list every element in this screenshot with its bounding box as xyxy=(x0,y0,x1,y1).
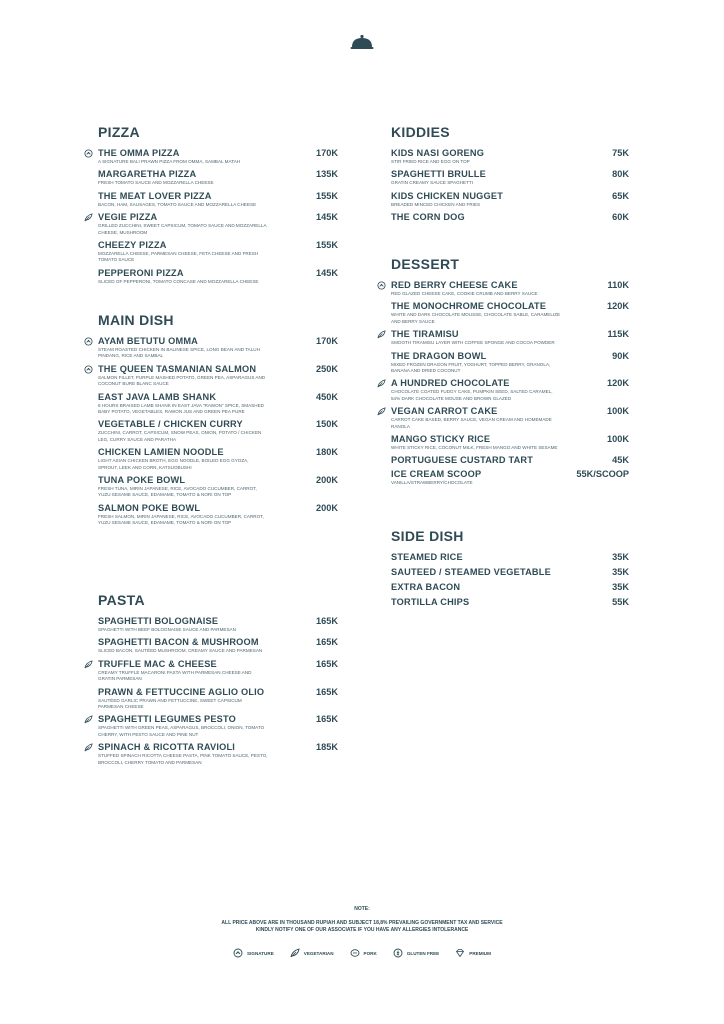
menu-item xyxy=(98,659,338,683)
menu-item-name: VEGIE PIZZA xyxy=(98,212,158,223)
menu-item-price: 120K xyxy=(607,378,629,389)
legend-label: GLUTEN FREE xyxy=(406,950,440,956)
menu-item-description: SMOOTH TIRAMISU LAYER WITH COFFEE SPONGE AND COCOA POWDER xyxy=(391,340,555,346)
vegetarian-icon xyxy=(84,213,93,222)
menu-item xyxy=(98,191,338,208)
menu-item-name: MANGO STICKY RICE xyxy=(391,434,491,445)
menu-item xyxy=(98,714,338,738)
menu-item-row xyxy=(98,191,338,201)
menu-item-name: SPINACH & RICOTTA RAVIOLI xyxy=(98,742,236,753)
menu-item-price: 155K xyxy=(316,240,338,251)
menu-item-row xyxy=(98,268,338,278)
section-kiddies xyxy=(391,124,629,226)
menu-item-name: PRAWN & FETTUCCINE AGLIO OLIO xyxy=(98,686,265,697)
menu-item-price: 200K xyxy=(316,475,338,486)
vegetarian-icon xyxy=(377,330,386,339)
section-title: PASTA xyxy=(98,592,145,608)
signature-icon xyxy=(84,149,93,158)
section-pizza xyxy=(98,124,338,289)
legend-label: SIGNATURE xyxy=(247,950,274,956)
note-allergies: KINDLY NOTIFY ONE OF OUR ASSOCIATE IF YOU HAVE ANY ALLERGIES INTOLERANCE xyxy=(255,927,469,933)
menu-item-row xyxy=(391,351,629,361)
section-dessert xyxy=(391,256,629,491)
menu-item-row xyxy=(98,714,338,724)
gluten-free-icon xyxy=(393,948,403,958)
menu-item-description: CHOCOLATE COATED FUDGY CAKE, PUMPKIN SEED, SALTED CARAMEL, 54% DARK CHOCOLATE MOUSE AND BROWN GLAZED xyxy=(391,389,553,401)
menu-item xyxy=(98,212,338,236)
menu-item xyxy=(391,552,629,562)
menu-item-price: 150K xyxy=(316,419,338,430)
menu-item-name: AYAM BETUTU OMMA xyxy=(98,336,199,346)
menu-item-price: 170K xyxy=(316,336,338,346)
menu-item-price: 55K xyxy=(612,597,629,607)
menu-item-row xyxy=(98,336,338,346)
menu-item-name: CHEEZY PIZZA xyxy=(98,240,167,251)
menu-item-price: 180K xyxy=(316,447,338,458)
menu-item-name: THE CORN DOG xyxy=(391,212,465,223)
menu-item-name: TUNA POKE BOWL xyxy=(98,475,186,486)
menu-item-description: CARROT CAKE BASED, BERRY SAUCE, VEGAN CREAM AND HOMEMADE RANOLA xyxy=(391,417,552,429)
menu-item xyxy=(391,378,629,402)
vegetarian-icon xyxy=(84,660,93,669)
menu-notes xyxy=(0,906,724,934)
menu-item-row xyxy=(391,329,629,339)
menu-item-description: SLICED BACON, SAUTÉED MUSHROOM, CREAMY SAUCE AND PARMESAN xyxy=(98,648,263,654)
menu-item-name: ICE CREAM SCOOP xyxy=(391,469,482,480)
menu-item-description: 8 HOURS BRAISED LAMB SHANK IN EAST JAVA "RAWON" SPICE, SMASHED BABY POTATO, VEGETABLES, RAWON JUS AND GREEN PEA PURE xyxy=(98,402,264,415)
note-tax: ALL PRICE ABOVE ARE IN THOUSAND RUPIAH AND SUBJECT 18,8% PREVAILING GOVERNMENT TAX AND SERVICE xyxy=(221,920,503,926)
menu-item-row xyxy=(391,434,629,444)
menu-item-name: TORTILLA CHIPS xyxy=(391,597,470,607)
menu-item-price: 200K xyxy=(316,502,338,513)
menu-item-description: FRESH TUNA, MIRIN JAPANESE, RICE, AVOCADO CUCUMBER, CARROT, YUZU SESAME SAUCE, EDAMAME, TOMATO & NORI ON TOP xyxy=(98,486,257,498)
menu-item xyxy=(391,406,629,430)
menu-item-description: STUFFED SPINACH RICOTTA CHEESE PASTA, PINK TOMATO SAUCE, PESTO, BROCCOLI, CHERRY TOMATO AND PARMESAN xyxy=(98,753,268,765)
item-list xyxy=(98,148,338,285)
menu-item-name: VEGETABLE / CHICKEN CURRY xyxy=(98,419,243,430)
menu-item-price: 80K xyxy=(612,169,629,180)
menu-item-name: TRUFFLE MAC & CHEESE xyxy=(98,658,217,669)
menu-item-price: 75K xyxy=(612,148,629,158)
menu-item-name: THE TIRAMISU xyxy=(391,329,459,340)
menu-item-price: 145K xyxy=(316,212,338,223)
menu-item-row xyxy=(391,148,629,158)
menu-item-row xyxy=(98,475,338,485)
menu-item-price: 185K xyxy=(316,742,338,753)
menu-item-row xyxy=(98,742,338,752)
menu-item-description: SPAGHETTI WITH GREEN PEAS, ASPARAGUS, BROCCOLI, ONION, TOMATO CHERRY, WITH PESTO SAUCE AND PINE NUT xyxy=(98,725,265,737)
menu-item-description: CREAMY TRUFFLE MACARONI PASTA WITH PARMESAN CHEESE AND GRATIN PARMESAN xyxy=(98,669,252,682)
menu-item-name: VEGAN CARROT CAKE xyxy=(391,406,498,417)
menu-item-row xyxy=(98,503,338,513)
section-title: MAIN DISH xyxy=(98,312,174,328)
menu-item-description: ZUCCHINI, CARROT, CAPSICUM, SNOW PEAS, ONION, POTATO / CHICKEN LEG, CURRY SAUCE AND PARATHA xyxy=(98,430,262,442)
menu-item-price: 250K xyxy=(316,363,338,374)
vegetarian-icon xyxy=(377,407,386,416)
menu-item-price: 90K xyxy=(612,350,629,361)
menu-item-price: 110K xyxy=(607,280,629,290)
menu-item-description: A SIGNATURE BALI PRAWN PIZZA FROM OMMA, SAMBAL MATAH xyxy=(98,159,241,164)
menu-item-row xyxy=(391,567,629,577)
menu-item-row xyxy=(391,301,629,311)
menu-item xyxy=(391,597,629,607)
menu-item xyxy=(98,169,338,186)
legend-label: PORK xyxy=(363,950,377,956)
menu-item xyxy=(98,475,338,499)
menu-item xyxy=(391,434,629,451)
menu-item-price: 100K xyxy=(607,434,629,445)
menu-item-price: 135K xyxy=(316,169,338,180)
menu-item-description: MIXED FROZEN DRAGON FRUIT, YOGHURT, TOPPED BERRY, GRANOLA, BANANA AND DRIED COCONUT xyxy=(391,361,551,374)
item-list xyxy=(391,280,629,487)
menu-item-description: MOZZARELLA CHEESE, PARMESAN CHEESE, FETA CHEESE AND FRESH TOMATO SAUCE xyxy=(98,251,259,263)
menu-item-name: SAUTEED / STEAMED VEGETABLE xyxy=(391,567,551,577)
item-list xyxy=(98,336,338,527)
menu-item-price: 165K xyxy=(316,637,338,648)
menu-item-name: CHICKEN LAMIEN NOODLE xyxy=(98,447,224,458)
menu-item xyxy=(391,351,629,375)
menu-item-row xyxy=(391,169,629,179)
menu-item-price: 100K xyxy=(607,406,629,417)
menu-item-name: MARGARETHA PIZZA xyxy=(98,169,197,180)
menu-item-name: KIDS CHICKEN NUGGET xyxy=(391,190,504,201)
menu-item-row xyxy=(391,552,629,562)
menu-item-price: 155K xyxy=(316,190,338,201)
signature-icon xyxy=(233,948,243,958)
cloche-icon xyxy=(350,34,374,50)
menu-item-price: 35K xyxy=(612,552,629,562)
vegetarian-icon xyxy=(84,743,93,752)
item-list xyxy=(98,616,338,766)
item-list xyxy=(391,148,629,222)
vegetarian-icon xyxy=(377,379,386,388)
menu-item xyxy=(391,455,629,465)
menu-item xyxy=(98,392,338,416)
menu-item-price: 165K xyxy=(316,616,338,626)
menu-item-price: 120K xyxy=(607,301,629,312)
section-title: SIDE DISH xyxy=(391,528,464,544)
menu-item xyxy=(391,567,629,577)
vegetarian-icon xyxy=(84,715,93,724)
menu-item-price: 115K xyxy=(607,329,629,340)
section-title: DESSERT xyxy=(391,256,460,272)
menu-item-price: 165K xyxy=(316,686,338,697)
menu-item xyxy=(391,212,629,222)
menu-item-name: EXTRA BACON xyxy=(391,582,461,592)
section-pasta xyxy=(98,592,338,770)
menu-item-description: SLICED OF PEPPERONI, TOMATO CONCASE AND MOZZARELLA CHEESE xyxy=(98,278,259,284)
menu-item xyxy=(391,280,629,297)
menu-item xyxy=(98,447,338,471)
section-title: PIZZA xyxy=(98,124,140,140)
menu-item-row xyxy=(391,280,629,290)
menu-item-row xyxy=(98,419,338,429)
menu-item-name: RED BERRY CHEESE CAKE xyxy=(391,280,518,290)
menu-item xyxy=(98,419,338,443)
menu-item-name: STEAMED RICE xyxy=(391,552,463,562)
menu-item-description: WHITE STICKY RICE, COCONUT MILK, FRESH MANGO AND WHITE SESAME xyxy=(391,445,558,451)
vegetarian-icon xyxy=(290,948,300,958)
note-label: NOTE: xyxy=(354,906,370,912)
menu-item xyxy=(391,582,629,592)
legend-label: PREMIUM xyxy=(469,950,491,956)
menu-item-name: SPAGHETTI BRULLE xyxy=(391,169,486,180)
menu-item-price: 60K xyxy=(612,212,629,223)
menu-item-row xyxy=(98,169,338,179)
menu-item-description: FRESH TOMATO SAUCE AND MOZZARELLA CHEESE xyxy=(98,180,214,186)
menu-item-row xyxy=(98,240,338,250)
section-title: KIDDIES xyxy=(391,124,450,140)
section-main-dish xyxy=(98,312,338,531)
menu-item xyxy=(391,191,629,208)
menu-item-row xyxy=(391,455,629,465)
premium-icon xyxy=(455,948,465,958)
signature-icon xyxy=(377,281,386,290)
menu-item-row xyxy=(98,212,338,222)
menu-item-price: 35K xyxy=(612,567,629,577)
menu-item xyxy=(98,687,338,711)
legend-pork xyxy=(350,948,377,958)
menu-item xyxy=(391,148,629,165)
menu-item-name: THE MEAT LOVER PIZZA xyxy=(98,190,212,201)
signature-icon xyxy=(84,337,93,346)
pork-icon xyxy=(350,948,360,958)
menu-item-name: THE QUEEN TASMANIAN SALMON xyxy=(98,363,257,374)
section-side-dish xyxy=(391,528,629,612)
menu-item xyxy=(391,169,629,186)
menu-item xyxy=(391,329,629,346)
menu-item-price: 35K xyxy=(612,582,629,592)
menu-item xyxy=(98,637,338,654)
menu-item-name: PEPPERONI PIZZA xyxy=(98,267,184,278)
menu-item-description: GRILLED ZUCCHINI, SWEET CAPSICUM, TOMATO SAUCE AND MOZZARELLA CHEESE, MUSHROOM xyxy=(98,223,267,235)
menu-item-name: A HUNDRED CHOCOLATE xyxy=(391,378,510,389)
menu-item-price: 165K xyxy=(316,658,338,669)
menu-item-description: STIR FRIED RICE AND EGG ON TOP xyxy=(391,159,470,164)
menu-item-description: RED GLAZED CHEESE CAKE, COOKIE CRUMB AND BERRY SAUCE xyxy=(391,291,538,296)
menu-item-description: BREADED MINCED CHICKEN AND FRIES xyxy=(391,201,481,207)
menu-item-price: 450K xyxy=(316,391,338,402)
menu-item-row xyxy=(391,212,629,222)
menu-item-row xyxy=(98,447,338,457)
menu-item-price: 55K/SCOOP xyxy=(576,469,629,480)
menu-item xyxy=(98,616,338,633)
menu-item-description: SPAGHETTI WITH BEEF BOLOGNAISE SAUCE AND PARMESAN xyxy=(98,627,236,632)
menu-item-row xyxy=(391,191,629,201)
menu-item-name: SPAGHETTI LEGUMES PESTO xyxy=(98,714,237,725)
menu-item-row xyxy=(98,659,338,669)
menu-item-row xyxy=(391,406,629,416)
signature-icon xyxy=(84,365,93,374)
menu-item-price: 165K xyxy=(316,714,338,725)
menu-item xyxy=(98,336,338,360)
menu-item xyxy=(98,503,338,527)
menu-item xyxy=(98,148,338,165)
menu-item xyxy=(98,364,338,388)
menu-item-row xyxy=(391,582,629,592)
menu-item-row xyxy=(98,637,338,647)
menu-item-name: SPAGHETTI BOLOGNAISE xyxy=(98,616,219,626)
menu-item-name: SALMON POKE BOWL xyxy=(98,502,201,513)
legend-vegetarian xyxy=(290,948,334,958)
menu-item-price: 65K xyxy=(612,190,629,201)
menu-item-name: SPAGHETTI BACON & MUSHROOM xyxy=(98,637,259,648)
legend-gluten-free xyxy=(393,948,439,958)
menu-item-description: BACON, HAM, SAUSAGES, TOMATO SAUCE AND MOZZARELLA CHEESE xyxy=(98,201,257,207)
menu-item-price: 170K xyxy=(316,148,338,158)
menu-item-row xyxy=(391,378,629,388)
menu-item-row xyxy=(98,392,338,402)
menu-item-price: 45K xyxy=(612,455,629,466)
menu-item-row xyxy=(98,687,338,697)
menu-item-name: THE MONOCHROME CHOCOLATE xyxy=(391,301,547,312)
menu-item-row xyxy=(391,597,629,607)
menu-item-description: GRATIN CREAMY SAUCE SPAGHETTI xyxy=(391,180,473,186)
menu-item-name: PORTUGUESE CUSTARD TART xyxy=(391,455,534,466)
menu-item-name: KIDS NASI GORENG xyxy=(391,148,485,158)
menu-item-description: FRESH SALMON, MIRIN JAPANESE, RICE, AVOCADO CUCUMBER, CARROT, YUZU SESAME SAUCE, EDAMAME, TOMATO & NORI ON TOP xyxy=(98,513,264,526)
menu-item-description: SALMON FILLET, PURPLE MASHED POTATO, GREEN PEA, ASPARAGUS AND COCONUT BURE BLANC SAUCE xyxy=(98,374,266,387)
menu-item-row xyxy=(98,364,338,374)
menu-item-description: LIGHT ASIAN CHICKEN BROTH, EGG NOODLE, BOILED EGG GYOZA, SPROUT, LEEK AND CORN, KATSUOBUSHI xyxy=(98,458,249,470)
menu-item-description: SAUTÉED GARLIC PRAWN AND FETTUCCINE, SWEET CAPSICUM PARMESAN CHEESE xyxy=(98,697,242,710)
menu-item-description: STEAM ROASTED CHICKEN IN BALINESE SPICE, LONG BEAN AND TALUH PINDANG, RICE AND SAMBAL xyxy=(98,347,260,359)
menu-item xyxy=(391,301,629,325)
menu-item-name: EAST JAVA LAMB SHANK xyxy=(98,391,217,402)
legend-signature xyxy=(233,948,274,958)
menu-item-description: VANILLA/STRAWBERRY/CHOCOLATE xyxy=(391,480,473,486)
menu-item-row xyxy=(391,469,629,479)
item-list xyxy=(391,552,629,607)
menu-item-name: THE OMMA PIZZA xyxy=(98,148,180,158)
menu-item-row xyxy=(98,148,338,158)
menu-item xyxy=(391,469,629,486)
menu-item-description: WHITE AND DARK CHOCOLATE MOUSSE, CHOCOLATE SABLE, CARAMELIZE AND BERRY SAUCE xyxy=(391,312,561,324)
menu-item xyxy=(98,240,338,264)
menu-item-name: THE DRAGON BOWL xyxy=(391,350,487,361)
legend-premium xyxy=(455,948,491,958)
legend-label: VEGETARIAN xyxy=(303,950,334,956)
menu-item-row xyxy=(98,616,338,626)
legend xyxy=(0,948,724,958)
menu-item-price: 145K xyxy=(316,267,338,278)
menu-item xyxy=(98,742,338,766)
menu-item xyxy=(98,268,338,285)
